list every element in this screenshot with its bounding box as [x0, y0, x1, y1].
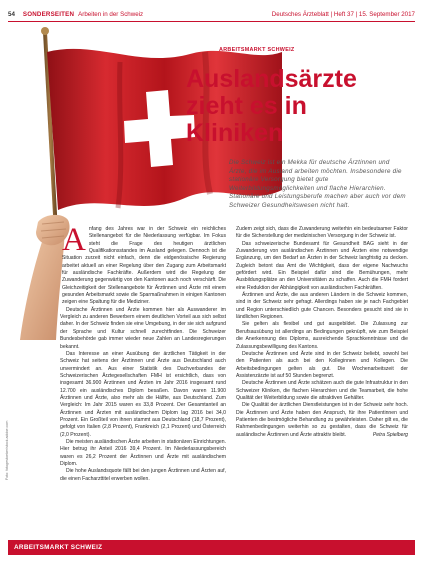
- body-paragraph: Anfang des Jahres war in der Schweiz ein reichliches Stellenangebot für die Niederlassung verfügbar. Im Fokus steht die Frage des heutigen ärztlichen Qualifikationsstandes im Ausland gelegen. Dennoch ist die Situation zurzeit nicht einfach, denn die eidgenössische Regierung arbeitet aktuell an einer Regelung über den Zugang zum Arbeitsmarkt für ausländische Fachkräfte. Außerdem wird die Regelung der Zuwanderung gegenwärtig von den Kantonen auch noch verschärft. Die Gleichzeitigkeit der Stellenangebote für Ärztinnen und Ärzte mit einem gesunden Arbeitsmarkt sowie die Sparmaßnahmen in einigen Kantonen zeigen eine Spaltung für die Mediziner.: [62, 222, 226, 306]
- arm: [20, 228, 64, 340]
- section-label: SONDERSEITEN: [22, 10, 75, 18]
- body-paragraph: Deutsche Ärztinnen und Ärzte sind in der Schweiz beliebt, sowohl bei den Patienten als auch bei den Kolleginnen und Kollegen. Die Arbeitsbedingungen gelten als gut. Die Wochenarbeitszeit der Assistenzärzte ist auf 50 Stunden begrenzt.: [236, 350, 408, 379]
- article-headline: Auslandsärzte zieht es in Kliniken: [186, 65, 357, 147]
- body-column-left: [60, 222, 226, 483]
- issue-info: Deutsches Ärzteblatt | Heft 37 | 15. September 2017: [271, 10, 415, 18]
- body-paragraph: Deutsche Ärztinnen und Ärzte kommen hier als Auswanderer im Vergleich zu anderen Bewerbern einem deutlichen Vorteil aus sich selbst daher. In der Schweiz finden sie eine Umgebung, in der sie sich aufgrund der Sprache und Kultur schnell zurechtfinden. Die Schweizer Bundesbehörde gab immer wieder neue Zahlen an Landesregierungen bekannt.: [60, 306, 226, 350]
- body-paragraph: Das Interesse an einer Ausübung der ärztlichen Tätigkeit in der Schweiz hat seitens der Ärztinnen und Ärzte aus Deutschland auch unvermindert an. Aus einer Statistik des Dachverbandes der Schweizerischen Ärztegesellschaften FMH ist ersichtlich, dass von insgesamt 36.900 Ärztinnen und Ärzten im Jahr 2016 insgesamt rund 12.700 ein ausländisches Diplom besaßen. Davon waren 11.900 Ärztinnen und Ärzte, also mehr als die Hälfte, aus Deutschland. Zum Vergleich: Im Jahr 2015 waren es 33,8 Prozent. Der Gesamtanteil an Ärztinnen und Ärzten mit ausländischem Diplom lag 2016 bei 34,0 Prozent. Ein Großteil von ihnen stammt aus Deutschland (18,7 Prozent), gefolgt von Italien (2,8 Prozent), Frankreich (2,1 Prozent) und Österreich (2,0 Prozent).: [60, 350, 226, 438]
- body-paragraph: Die meisten ausländischen Ärzte arbeiten in stationären Einrichtungen. Hier betrug ihr Anteil 2016 39,4 Prozent. Im Niederlassungsbereich waren es 26,2 Prozent der Ärztinnen und Ärzte mit ausländischem Diplom.: [60, 438, 226, 467]
- drop-cap: A: [62, 222, 86, 258]
- article-lead: Die Schweiz ist ein Mekka für deutsche Ärztinnen und Ärzte, die im Ausland arbeiten möchten. Insbesondere die stationäre Versorgung bietet gute Weiterbildungsmöglichkeiten und flache Hierarchien. Stationäre und Leistungsberufe machen aber auch vor dem Schweizer Gesundheitswesen nicht halt.: [229, 159, 406, 209]
- section-title: Arbeiten in der Schweiz: [78, 10, 144, 18]
- pole-finial: [41, 27, 49, 35]
- page-number: 54: [8, 10, 15, 18]
- body-paragraph: Deutsche Ärztinnen und Ärzte schätzen auch die gute Infrastruktur in den Schweizer Kliniken, die flachen Hierarchien und die Teamarbeit, die hohe Qualität der Weiterbildung sowie die attraktiven Gehälter.: [236, 380, 408, 401]
- footer-label: ARBEITSMARKT SCHWEIZ: [14, 544, 103, 551]
- body-paragraph: Ärztinnen und Ärzte, die aus anderen Ländern in die Schweiz kommen, sind in der Schweiz sehr gefragt. Allerdings haben sie je nach Fachgebiet und Region unterschiedlich gute Chancen. Besonders gesucht sind sie in ländlichen Regionen.: [236, 292, 408, 321]
- article-kicker: ARBEITSMARKT SCHWEIZ: [219, 47, 295, 53]
- body-paragraph: Sie gelten als flexibel und gut ausgebildet. Die Zulassung zur Berufsausübung ist allerdings an Bedingungen geknüpft, wie zum Beispiel die Anerkennung des Diploms, ausreichende Sprachkenntnisse und die Zulassungsbewilligung des Kantons.: [236, 321, 408, 350]
- footer-bar: [8, 540, 415, 555]
- page-header: [8, 8, 415, 20]
- author-name: Petra Spielberg: [372, 431, 408, 438]
- photo-credit: Foto: fotogestoeber/stock.adobe.com: [5, 420, 9, 480]
- body-paragraph: Zudem zeigt sich, dass die Zuwanderung weiterhin ein bedeutsamer Faktor für die Sicherstellung der medizinischen Versorgung in der Schweiz ist.: [236, 226, 408, 240]
- body-paragraph: Die Qualität der ärztlichen Dienstleistungen ist in der Schweiz sehr hoch. Die Ärztinnen und Ärzte haben den Anspruch, für ihre Patientinnen und Patienten die bestmögliche Behandlung zu gewährleisten. Daher gilt es, die Rahmenbedingungen weiterhin so zu gestalten, dass die Schweiz für ausländische Ärztinnen und Ärzte attraktiv bleibt. Petra Spielberg: [236, 402, 408, 438]
- body-column-right: [236, 226, 408, 439]
- body-paragraph: Die hohe Auslandsquote fällt bei den jungen Ärztinnen und Ärzten auf, die einen Facharzttitel erwerben wollen.: [60, 468, 226, 482]
- body-paragraph: Das schweizerische Bundesamt für Gesundheit BAG sieht in der Zuwanderung von ausländischen Ärztinnen und Ärzten eine notwendige Ergänzung, um den Bedarf an Ärzten in der Schweiz langfristig zu decken. Zugleich betont das Amt die Wichtigkeit, dass der eigene Nachwuchs gefördert wird. Ein Beispiel dafür sind die Bemühungen, mehr Ausbildungsplätze an den Universitäten zu schaffen. Auch die FMH fordert eine Reduktion der Abhängigkeit von ausländischen Fachkräften.: [236, 240, 408, 291]
